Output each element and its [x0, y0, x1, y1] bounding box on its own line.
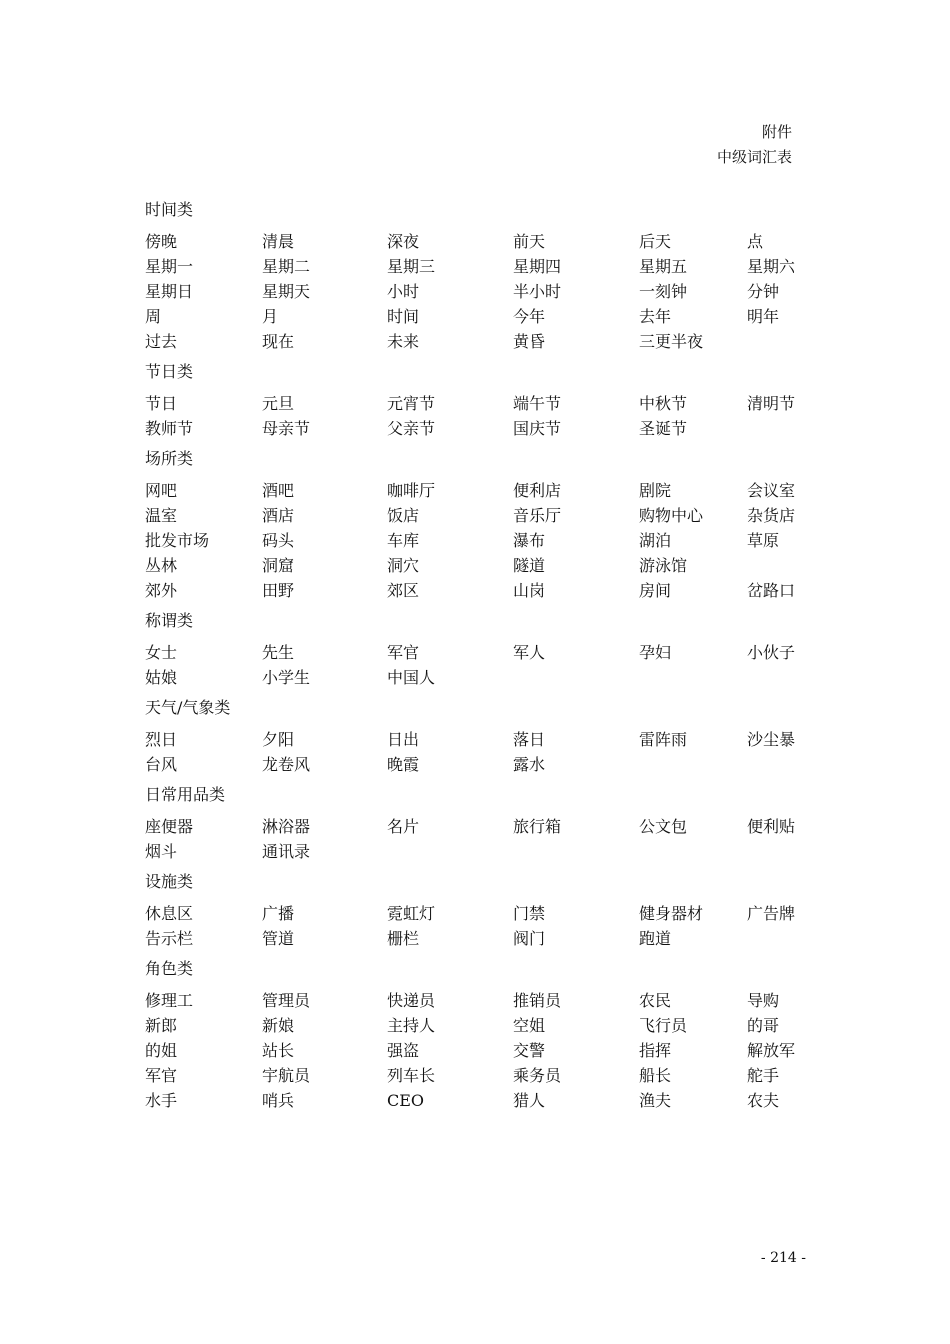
vocab-word: 码头 — [262, 531, 295, 550]
vocab-word: 星期五 — [639, 257, 688, 276]
vocab-word: 星期二 — [262, 257, 311, 276]
vocab-word: 星期天 — [262, 282, 311, 301]
vocab-word: 网吧 — [145, 481, 178, 500]
vocab-word: 小伙子 — [747, 643, 796, 662]
vocab-word: 三更半夜 — [639, 332, 704, 351]
vocab-row — [145, 503, 815, 528]
vocab-word: 指挥 — [639, 1041, 672, 1060]
vocab-word: 船长 — [639, 1066, 672, 1085]
vocab-word: CEO — [387, 1091, 425, 1110]
vocab-word: 明年 — [747, 307, 780, 326]
vocab-word: 去年 — [639, 307, 672, 326]
vocab-word: 周 — [145, 307, 162, 326]
vocab-word: 夕阳 — [262, 730, 295, 749]
vocab-word: 今年 — [513, 307, 546, 326]
vocab-section — [145, 447, 815, 603]
vocab-row — [145, 1088, 815, 1113]
section-title: 天气/气象类 — [145, 698, 231, 717]
vocab-word: 父亲节 — [387, 419, 436, 438]
vocab-row — [145, 391, 815, 416]
vocab-row — [145, 1038, 815, 1063]
vocab-word: 女士 — [145, 643, 178, 662]
vocab-word: 点 — [747, 232, 764, 251]
vocab-word: 黄昏 — [513, 332, 546, 351]
vocab-row — [145, 727, 815, 752]
vocab-word: 星期一 — [145, 257, 194, 276]
vocab-word: 交警 — [513, 1041, 546, 1060]
vocab-word: 隧道 — [513, 556, 546, 575]
vocab-row — [145, 752, 815, 777]
vocab-word: 酒吧 — [262, 481, 295, 500]
vocab-word: 渔夫 — [639, 1091, 672, 1110]
vocab-row — [145, 478, 815, 503]
vocab-word: 乘务员 — [513, 1066, 562, 1085]
section-title: 时间类 — [145, 200, 194, 219]
vocab-word: 半小时 — [513, 282, 562, 301]
vocab-word: 剧院 — [639, 481, 672, 500]
vocab-word: 烈日 — [145, 730, 178, 749]
vocab-word: 猎人 — [513, 1091, 546, 1110]
vocab-word: 会议室 — [747, 481, 796, 500]
vocab-word: 教师节 — [145, 419, 194, 438]
vocab-word: 杂货店 — [747, 506, 796, 525]
vocab-row — [145, 229, 815, 254]
vocab-word: 星期日 — [145, 282, 194, 301]
vocab-word: 国庆节 — [513, 419, 562, 438]
vocab-word: 小学生 — [262, 668, 311, 687]
vocab-word: 瀑布 — [513, 531, 546, 550]
vocab-word: 告示栏 — [145, 929, 194, 948]
page-number: - 214 - — [760, 1250, 806, 1266]
vocab-word: 新郎 — [145, 1016, 178, 1035]
vocab-row — [145, 578, 815, 603]
vocab-word: 星期六 — [747, 257, 796, 276]
vocab-word: 主持人 — [387, 1016, 436, 1035]
vocab-word: 中秋节 — [639, 394, 688, 413]
vocab-word: 台风 — [145, 755, 178, 774]
vocab-word: 清明节 — [747, 394, 796, 413]
vocab-word: 落日 — [513, 730, 546, 749]
vocab-word: 元宵节 — [387, 394, 436, 413]
vocab-word: 通讯录 — [262, 842, 311, 861]
vocab-row — [145, 553, 815, 578]
vocab-word: 便利店 — [513, 481, 562, 500]
vocab-word: 端午节 — [513, 394, 562, 413]
vocab-word: 军官 — [145, 1066, 178, 1085]
vocab-word: 日出 — [387, 730, 420, 749]
vocab-word: 深夜 — [387, 232, 420, 251]
vocab-word: 月 — [262, 307, 279, 326]
vocab-word: 先生 — [262, 643, 295, 662]
vocab-word: 购物中心 — [639, 506, 704, 525]
vocab-word: 过去 — [145, 332, 178, 351]
vocab-row — [145, 254, 815, 279]
vocab-word: 节日 — [145, 394, 178, 413]
vocab-word: 门禁 — [513, 904, 546, 923]
vocab-word: 快递员 — [387, 991, 436, 1010]
vocab-word: 推销员 — [513, 991, 562, 1010]
vocab-word: 沙尘暴 — [747, 730, 796, 749]
vocab-word: 舵手 — [747, 1066, 780, 1085]
section-title: 日常用品类 — [145, 785, 226, 804]
vocab-row — [145, 640, 815, 665]
vocab-word: 列车长 — [387, 1066, 436, 1085]
vocab-row — [145, 304, 815, 329]
vocabulary-list — [145, 198, 815, 1113]
section-title: 节日类 — [145, 362, 194, 381]
vocab-word: 草原 — [747, 531, 780, 550]
vocab-word: 酒店 — [262, 506, 295, 525]
vocab-word: 修理工 — [145, 991, 194, 1010]
vocab-word: 阀门 — [513, 929, 546, 948]
vocab-row — [145, 528, 815, 553]
section-title: 称谓类 — [145, 611, 194, 630]
vocab-word: 管道 — [262, 929, 295, 948]
vocab-section — [145, 198, 815, 354]
vocab-word: 时间 — [387, 307, 420, 326]
vocab-word: 名片 — [387, 817, 420, 836]
vocab-word: 休息区 — [145, 904, 194, 923]
vocab-word: 哨兵 — [262, 1091, 295, 1110]
vocab-word: 霓虹灯 — [387, 904, 436, 923]
vocab-word: 宇航员 — [262, 1066, 311, 1085]
vocab-word: 前天 — [513, 232, 546, 251]
vocab-row — [145, 926, 815, 951]
vocab-word: 烟斗 — [145, 842, 178, 861]
vocab-word: 中国人 — [387, 668, 436, 687]
vocab-word: 跑道 — [639, 929, 672, 948]
vocab-row — [145, 665, 815, 690]
vocab-row — [145, 1013, 815, 1038]
vocab-word: 车库 — [387, 531, 420, 550]
vocab-section — [145, 870, 815, 951]
vocab-word: 母亲节 — [262, 419, 311, 438]
vocab-word: 军官 — [387, 643, 420, 662]
vocab-word: 游泳馆 — [639, 556, 688, 575]
vocab-word: 小时 — [387, 282, 420, 301]
attachment-label: 附件 — [761, 123, 792, 141]
vocab-word: 站长 — [262, 1041, 295, 1060]
vocab-word: 星期四 — [513, 257, 562, 276]
vocab-word: 咖啡厅 — [387, 481, 436, 500]
vocab-row — [145, 839, 815, 864]
vocab-word: 便利贴 — [747, 817, 796, 836]
vocab-word: 房间 — [639, 581, 672, 600]
vocab-word: 圣诞节 — [639, 419, 688, 438]
vocab-word: 栅栏 — [387, 929, 420, 948]
vocab-word: 元旦 — [262, 394, 295, 413]
vocab-word: 广告牌 — [747, 904, 796, 923]
vocab-word: 健身器材 — [639, 904, 704, 923]
vocab-word: 雷阵雨 — [639, 730, 688, 749]
vocab-word: 水手 — [145, 1091, 178, 1110]
vocab-word: 音乐厅 — [513, 506, 562, 525]
vocab-word: 温室 — [145, 506, 178, 525]
vocab-word: 岔路口 — [747, 581, 796, 600]
vocab-word: 露水 — [513, 755, 546, 774]
vocab-word: 空姐 — [513, 1016, 546, 1035]
vocab-section — [145, 783, 815, 864]
vocab-word: 姑娘 — [145, 668, 178, 687]
vocab-word: 批发市场 — [145, 531, 210, 550]
vocab-word: 田野 — [262, 581, 295, 600]
section-title: 设施类 — [145, 872, 194, 891]
vocab-word: 洞穴 — [387, 556, 420, 575]
vocab-row — [145, 988, 815, 1013]
vocab-word: 军人 — [513, 643, 546, 662]
vocab-word: 旅行箱 — [513, 817, 562, 836]
vocab-word: 清晨 — [262, 232, 295, 251]
vocab-word: 农夫 — [747, 1091, 780, 1110]
vocab-word: 星期三 — [387, 257, 436, 276]
vocab-word: 饭店 — [387, 506, 420, 525]
vocab-word: 现在 — [262, 332, 295, 351]
vocab-word: 孕妇 — [639, 643, 672, 662]
vocab-word: 分钟 — [747, 282, 780, 301]
vocab-word: 郊区 — [387, 581, 420, 600]
vocab-word: 晚霞 — [387, 755, 420, 774]
vocab-word: 一刻钟 — [639, 282, 688, 301]
vocab-word: 郊外 — [145, 581, 178, 600]
vocab-word: 湖泊 — [639, 531, 672, 550]
vocab-word: 淋浴器 — [262, 817, 311, 836]
vocab-section — [145, 957, 815, 1113]
vocab-word: 傍晚 — [145, 232, 178, 251]
vocab-word: 山岗 — [513, 581, 546, 600]
vocab-word: 龙卷风 — [262, 755, 311, 774]
section-title: 场所类 — [145, 449, 194, 468]
vocab-word: 广播 — [262, 904, 295, 923]
vocab-word: 未来 — [387, 332, 420, 351]
vocab-word: 强盗 — [387, 1041, 420, 1060]
vocab-word: 飞行员 — [639, 1016, 688, 1035]
vocab-word: 农民 — [639, 991, 672, 1010]
vocab-row — [145, 1063, 815, 1088]
vocab-word: 公文包 — [639, 817, 688, 836]
document-title: 中级词汇表 — [716, 148, 792, 166]
vocab-section — [145, 696, 815, 777]
vocab-word: 导购 — [747, 991, 780, 1010]
vocab-word: 管理员 — [262, 991, 311, 1010]
section-title: 角色类 — [145, 959, 194, 978]
vocab-section — [145, 609, 815, 690]
vocab-word: 的哥 — [747, 1016, 780, 1035]
vocab-section — [145, 360, 815, 441]
vocab-row — [145, 901, 815, 926]
vocab-word: 解放军 — [747, 1041, 796, 1060]
vocab-row — [145, 279, 815, 304]
vocab-word: 丛林 — [145, 556, 178, 575]
vocab-word: 后天 — [639, 232, 672, 251]
vocab-word: 的姐 — [145, 1041, 178, 1060]
vocab-row — [145, 416, 815, 441]
vocab-row — [145, 329, 815, 354]
vocab-word: 新娘 — [262, 1016, 295, 1035]
vocab-row — [145, 814, 815, 839]
vocab-word: 洞窟 — [262, 556, 295, 575]
vocab-word: 座便器 — [145, 817, 194, 836]
